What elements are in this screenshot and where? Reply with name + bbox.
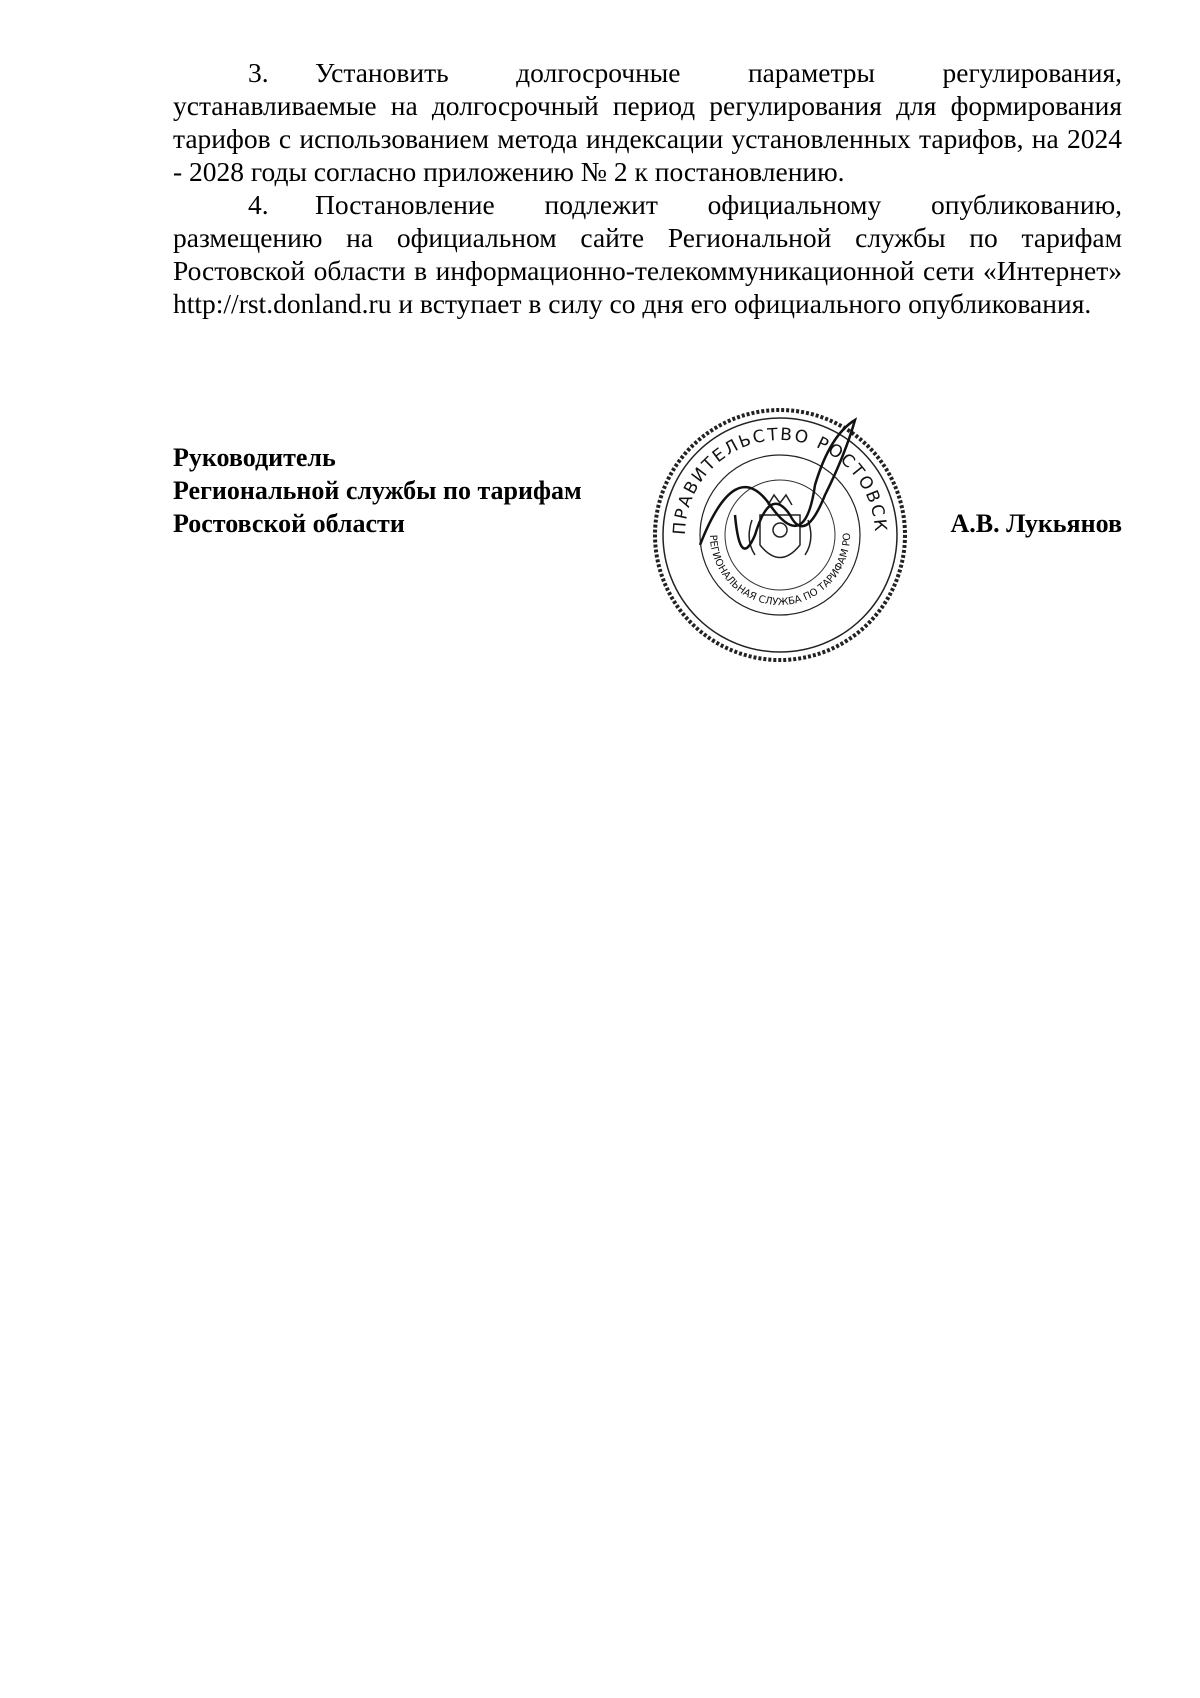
- paragraph-text: Постановление подлежит официальному опубликованию, размещению на официальном сайте Региональной службы по тарифам Ростовской области в информационно-телекоммуникационной сети «Интернет» http://rst.donland.ru и вступает в силу со дня его официального опубликования.: [173, 189, 1122, 319]
- position-line: Ростовской области: [173, 509, 405, 538]
- paragraph-4: [173, 188, 1122, 320]
- position-line: Региональной службы по тарифам: [173, 476, 582, 505]
- signer-name: А.В. Лукьянов: [950, 509, 1122, 538]
- signatory-position: [173, 441, 582, 540]
- seal-inner-text: РЕГИОНАЛЬНАЯ СЛУЖБА ПО ТАРИФАМ РО: [706, 532, 854, 609]
- seal-outer-text: ПРАВИТЕЛЬСТВО РОСТОВСК: [669, 424, 891, 536]
- paragraph-text: Установить долгосрочные параметры регулирования, устанавливаемые на долгосрочный период регулирования для формирования тарифов с использованием метода индексации установленных тарифов, на 2024 - 2028 годы согласно приложению № 2 к постановлению.: [173, 57, 1122, 187]
- paragraph-3: [173, 56, 1122, 188]
- document-body: [173, 56, 1122, 320]
- paragraph-number: 4.: [248, 189, 269, 220]
- paragraph-number: 3.: [248, 57, 269, 88]
- seal-outer-ring: [655, 410, 905, 660]
- official-seal: [640, 395, 920, 670]
- position-line: Руководитель: [173, 443, 336, 472]
